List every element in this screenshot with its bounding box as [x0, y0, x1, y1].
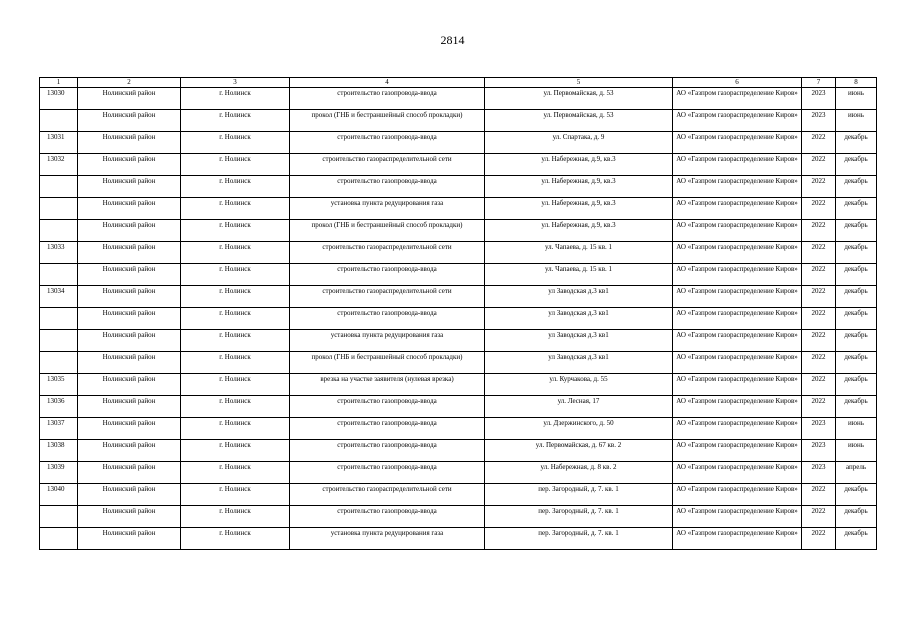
- year-cell: 2022: [802, 484, 836, 506]
- record-number-cell: 13035: [40, 374, 78, 396]
- settlement-cell: г. Нолинск: [181, 374, 290, 396]
- page-number: 2814: [440, 33, 465, 47]
- district-cell: Нолинский район: [78, 242, 181, 264]
- work-type-cell: строительство газопровода-ввода: [290, 308, 485, 330]
- organization-cell: АО «Газпром газораспределение Киров»: [673, 242, 802, 264]
- district-cell: Нолинский район: [78, 176, 181, 198]
- organization-cell: АО «Газпром газораспределение Киров»: [673, 264, 802, 286]
- table-row: [40, 198, 877, 220]
- address-cell: ул. Набережная, д.9, кв.3: [485, 198, 673, 220]
- record-number-cell: 13039: [40, 462, 78, 484]
- year-cell: 2022: [802, 242, 836, 264]
- month-cell: июнь: [836, 418, 877, 440]
- month-cell: декабрь: [836, 176, 877, 198]
- work-type-cell: строительство газораспределительной сети: [290, 242, 485, 264]
- record-number-cell: 13040: [40, 484, 78, 506]
- table-row: [40, 88, 877, 110]
- settlement-cell: г. Нолинск: [181, 396, 290, 418]
- month-cell: июнь: [836, 440, 877, 462]
- district-cell: Нолинский район: [78, 220, 181, 242]
- organization-cell: АО «Газпром газораспределение Киров»: [673, 308, 802, 330]
- table-header: [40, 78, 877, 88]
- work-type-cell: строительство газопровода-ввода: [290, 506, 485, 528]
- organization-cell: АО «Газпром газораспределение Киров»: [673, 484, 802, 506]
- organization-cell: АО «Газпром газораспределение Киров»: [673, 528, 802, 550]
- month-cell: декабрь: [836, 132, 877, 154]
- year-cell: 2023: [802, 418, 836, 440]
- record-number-cell: [40, 110, 78, 132]
- address-cell: ул. Набережная, д.9, кв.3: [485, 220, 673, 242]
- record-number-cell: 13034: [40, 286, 78, 308]
- settlement-cell: г. Нолинск: [181, 264, 290, 286]
- settlement-cell: г. Нолинск: [181, 286, 290, 308]
- year-cell: 2023: [802, 440, 836, 462]
- organization-cell: АО «Газпром газораспределение Киров»: [673, 132, 802, 154]
- organization-cell: АО «Газпром газораспределение Киров»: [673, 88, 802, 110]
- work-type-cell: прокол (ГНБ и бестраншейный способ прокладки): [290, 352, 485, 374]
- organization-cell: АО «Газпром газораспределение Киров»: [673, 462, 802, 484]
- organization-cell: АО «Газпром газораспределение Киров»: [673, 396, 802, 418]
- table-row: [40, 242, 877, 264]
- table-row: [40, 528, 877, 550]
- table-row: [40, 418, 877, 440]
- year-cell: 2022: [802, 528, 836, 550]
- organization-cell: АО «Газпром газораспределение Киров»: [673, 330, 802, 352]
- work-type-cell: врезка на участке заявителя (нулевая врезка): [290, 374, 485, 396]
- settlement-cell: г. Нолинск: [181, 154, 290, 176]
- table-row: [40, 110, 877, 132]
- year-cell: 2022: [802, 286, 836, 308]
- address-cell: ул. Первомайская, д. 53: [485, 88, 673, 110]
- district-cell: Нолинский район: [78, 396, 181, 418]
- year-cell: 2022: [802, 176, 836, 198]
- organization-cell: АО «Газпром газораспределение Киров»: [673, 506, 802, 528]
- address-cell: ул. Первомайская, д. 67 кв. 2: [485, 440, 673, 462]
- table-row: [40, 396, 877, 418]
- organization-cell: АО «Газпром газораспределение Киров»: [673, 110, 802, 132]
- header-row: [40, 78, 877, 88]
- table-row: [40, 484, 877, 506]
- year-cell: 2022: [802, 198, 836, 220]
- settlement-cell: г. Нолинск: [181, 242, 290, 264]
- column-header: 4: [290, 78, 485, 88]
- settlement-cell: г. Нолинск: [181, 132, 290, 154]
- address-cell: ул Заводская д.3 кв1: [485, 308, 673, 330]
- column-header: 3: [181, 78, 290, 88]
- table-row: [40, 308, 877, 330]
- record-number-cell: 13038: [40, 440, 78, 462]
- table-row: [40, 462, 877, 484]
- address-cell: ул. Чапаева, д. 15 кв. 1: [485, 242, 673, 264]
- year-cell: 2022: [802, 374, 836, 396]
- district-cell: Нолинский район: [78, 88, 181, 110]
- settlement-cell: г. Нолинск: [181, 440, 290, 462]
- month-cell: июнь: [836, 88, 877, 110]
- year-cell: 2022: [802, 330, 836, 352]
- work-type-cell: строительство газораспределительной сети: [290, 286, 485, 308]
- organization-cell: АО «Газпром газораспределение Киров»: [673, 220, 802, 242]
- month-cell: декабрь: [836, 242, 877, 264]
- column-header: 2: [78, 78, 181, 88]
- district-cell: Нолинский район: [78, 528, 181, 550]
- work-type-cell: установка пункта редуцирования газа: [290, 198, 485, 220]
- district-cell: Нолинский район: [78, 198, 181, 220]
- record-number-cell: [40, 198, 78, 220]
- work-type-cell: строительство газораспределительной сети: [290, 484, 485, 506]
- work-type-cell: строительство газопровода-ввода: [290, 396, 485, 418]
- district-cell: Нолинский район: [78, 286, 181, 308]
- year-cell: 2023: [802, 88, 836, 110]
- settlement-cell: г. Нолинск: [181, 484, 290, 506]
- record-number-cell: [40, 330, 78, 352]
- organization-cell: АО «Газпром газораспределение Киров»: [673, 374, 802, 396]
- address-cell: ул. Дзержинского, д. 50: [485, 418, 673, 440]
- column-header: 7: [802, 78, 836, 88]
- record-number-cell: [40, 528, 78, 550]
- work-type-cell: строительство газораспределительной сети: [290, 154, 485, 176]
- organization-cell: АО «Газпром газораспределение Киров»: [673, 154, 802, 176]
- settlement-cell: г. Нолинск: [181, 198, 290, 220]
- month-cell: декабрь: [836, 264, 877, 286]
- work-type-cell: установка пункта редуцирования газа: [290, 528, 485, 550]
- address-cell: ул. Лесная, 17: [485, 396, 673, 418]
- work-type-cell: прокол (ГНБ и бестраншейный способ прокладки): [290, 220, 485, 242]
- table-row: [40, 374, 877, 396]
- address-cell: пер. Загородный, д. 7. кв. 1: [485, 506, 673, 528]
- district-cell: Нолинский район: [78, 440, 181, 462]
- year-cell: 2023: [802, 462, 836, 484]
- record-number-cell: 13036: [40, 396, 78, 418]
- month-cell: декабрь: [836, 198, 877, 220]
- work-type-cell: строительство газопровода-ввода: [290, 176, 485, 198]
- district-cell: Нолинский район: [78, 374, 181, 396]
- work-type-cell: установка пункта редуцирования газа: [290, 330, 485, 352]
- district-cell: Нолинский район: [78, 484, 181, 506]
- address-cell: пер. Загородный, д. 7. кв. 1: [485, 484, 673, 506]
- address-cell: ул. Набережная, д. 8 кв. 2: [485, 462, 673, 484]
- work-type-cell: строительство газопровода-ввода: [290, 440, 485, 462]
- settlement-cell: г. Нолинск: [181, 528, 290, 550]
- month-cell: декабрь: [836, 330, 877, 352]
- address-cell: ул Заводская д.3 кв1: [485, 352, 673, 374]
- record-number-cell: [40, 506, 78, 528]
- address-cell: ул. Чапаева, д. 15 кв. 1: [485, 264, 673, 286]
- settlement-cell: г. Нолинск: [181, 308, 290, 330]
- settlement-cell: г. Нолинск: [181, 352, 290, 374]
- address-cell: ул. Курчакова, д. 55: [485, 374, 673, 396]
- table-row: [40, 286, 877, 308]
- settlement-cell: г. Нолинск: [181, 462, 290, 484]
- organization-cell: АО «Газпром газораспределение Киров»: [673, 440, 802, 462]
- year-cell: 2022: [802, 264, 836, 286]
- column-header: 5: [485, 78, 673, 88]
- record-number-cell: 13030: [40, 88, 78, 110]
- month-cell: декабрь: [836, 506, 877, 528]
- month-cell: декабрь: [836, 528, 877, 550]
- organization-cell: АО «Газпром газораспределение Киров»: [673, 418, 802, 440]
- month-cell: июнь: [836, 110, 877, 132]
- month-cell: декабрь: [836, 484, 877, 506]
- month-cell: декабрь: [836, 220, 877, 242]
- year-cell: 2022: [802, 308, 836, 330]
- month-cell: декабрь: [836, 286, 877, 308]
- record-number-cell: 13037: [40, 418, 78, 440]
- district-cell: Нолинский район: [78, 154, 181, 176]
- month-cell: декабрь: [836, 352, 877, 374]
- table-row: [40, 132, 877, 154]
- settlement-cell: г. Нолинск: [181, 506, 290, 528]
- year-cell: 2022: [802, 352, 836, 374]
- record-number-cell: [40, 220, 78, 242]
- table-row: [40, 506, 877, 528]
- work-type-cell: строительство газопровода-ввода: [290, 88, 485, 110]
- settlement-cell: г. Нолинск: [181, 88, 290, 110]
- settlement-cell: г. Нолинск: [181, 176, 290, 198]
- organization-cell: АО «Газпром газораспределение Киров»: [673, 198, 802, 220]
- district-cell: Нолинский район: [78, 330, 181, 352]
- table-row: [40, 154, 877, 176]
- month-cell: апрель: [836, 462, 877, 484]
- district-cell: Нолинский район: [78, 110, 181, 132]
- month-cell: декабрь: [836, 396, 877, 418]
- record-number-cell: [40, 176, 78, 198]
- record-number-cell: 13032: [40, 154, 78, 176]
- table-row: [40, 220, 877, 242]
- work-type-cell: строительство газопровода-ввода: [290, 418, 485, 440]
- registry-table: [39, 77, 877, 550]
- district-cell: Нолинский район: [78, 462, 181, 484]
- record-number-cell: [40, 352, 78, 374]
- year-cell: 2022: [802, 220, 836, 242]
- settlement-cell: г. Нолинск: [181, 220, 290, 242]
- district-cell: Нолинский район: [78, 132, 181, 154]
- table-row: [40, 330, 877, 352]
- month-cell: декабрь: [836, 308, 877, 330]
- table-row: [40, 352, 877, 374]
- district-cell: Нолинский район: [78, 264, 181, 286]
- year-cell: 2022: [802, 396, 836, 418]
- year-cell: 2023: [802, 110, 836, 132]
- column-header: 6: [673, 78, 802, 88]
- settlement-cell: г. Нолинск: [181, 418, 290, 440]
- record-number-cell: [40, 308, 78, 330]
- district-cell: Нолинский район: [78, 418, 181, 440]
- organization-cell: АО «Газпром газораспределение Киров»: [673, 352, 802, 374]
- year-cell: 2022: [802, 506, 836, 528]
- address-cell: ул. Спартака, д. 9: [485, 132, 673, 154]
- organization-cell: АО «Газпром газораспределение Киров»: [673, 176, 802, 198]
- table-row: [40, 176, 877, 198]
- address-cell: ул Заводская д.3 кв1: [485, 330, 673, 352]
- table-row: [40, 440, 877, 462]
- table-body: [40, 88, 877, 550]
- settlement-cell: г. Нолинск: [181, 330, 290, 352]
- year-cell: 2022: [802, 132, 836, 154]
- work-type-cell: прокол (ГНБ и бестраншейный способ прокладки): [290, 110, 485, 132]
- work-type-cell: строительство газопровода-ввода: [290, 264, 485, 286]
- district-cell: Нолинский район: [78, 506, 181, 528]
- organization-cell: АО «Газпром газораспределение Киров»: [673, 286, 802, 308]
- month-cell: декабрь: [836, 154, 877, 176]
- address-cell: ул. Первомайская, д. 53: [485, 110, 673, 132]
- record-number-cell: 13031: [40, 132, 78, 154]
- column-header: 8: [836, 78, 877, 88]
- record-number-cell: 13033: [40, 242, 78, 264]
- work-type-cell: строительство газопровода-ввода: [290, 462, 485, 484]
- year-cell: 2022: [802, 154, 836, 176]
- record-number-cell: [40, 264, 78, 286]
- settlement-cell: г. Нолинск: [181, 110, 290, 132]
- district-cell: Нолинский район: [78, 352, 181, 374]
- work-type-cell: строительство газопровода-ввода: [290, 132, 485, 154]
- address-cell: ул. Набережная, д.9, кв.3: [485, 176, 673, 198]
- district-cell: Нолинский район: [78, 308, 181, 330]
- table-row: [40, 264, 877, 286]
- address-cell: ул Заводская д.3 кв1: [485, 286, 673, 308]
- column-header: 1: [40, 78, 78, 88]
- address-cell: пер. Загородный, д. 7. кв. 1: [485, 528, 673, 550]
- month-cell: декабрь: [836, 374, 877, 396]
- address-cell: ул. Набережная, д.9, кв.3: [485, 154, 673, 176]
